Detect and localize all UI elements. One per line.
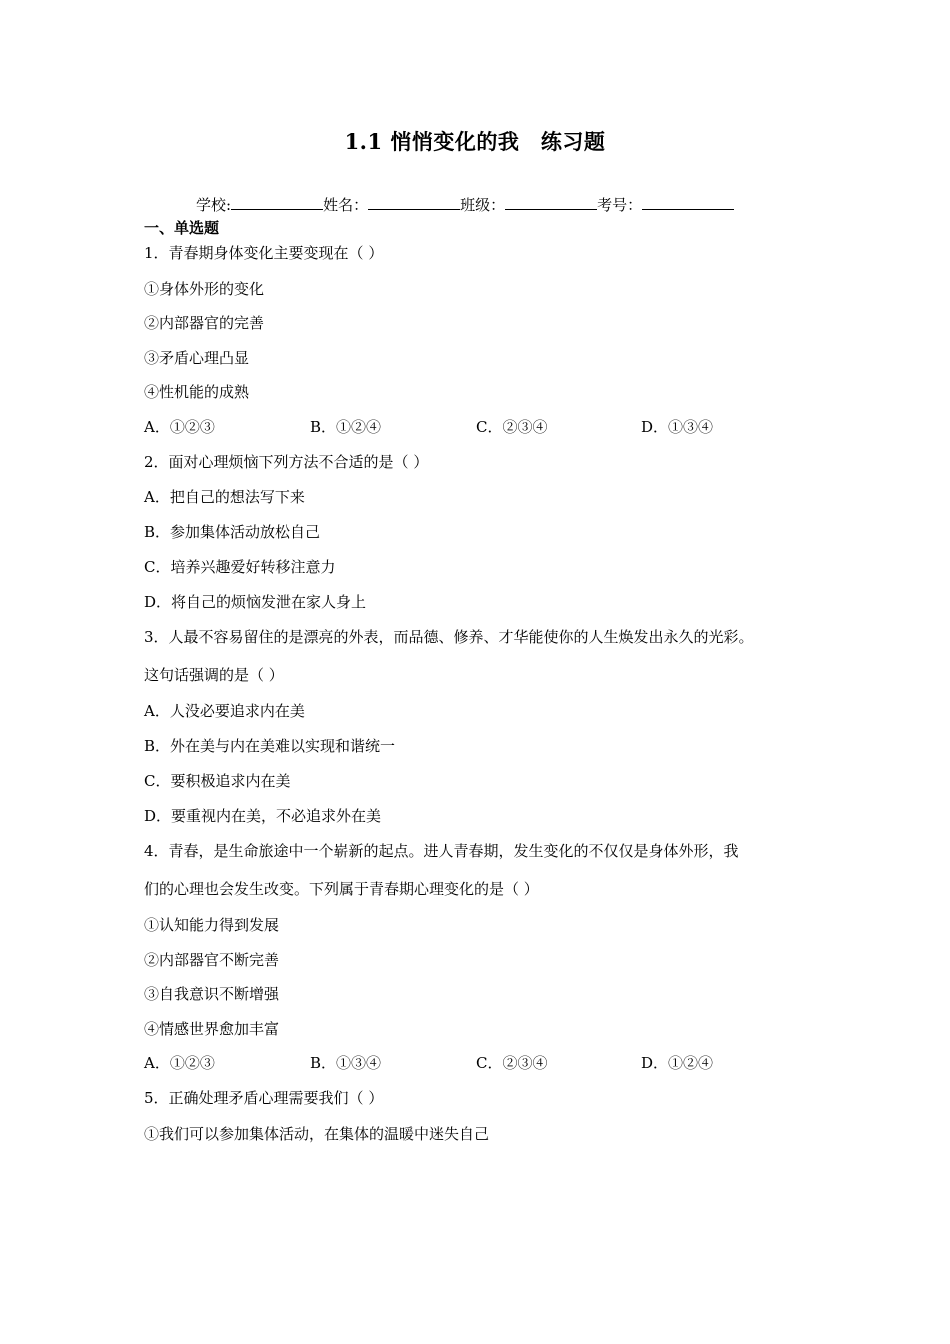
question-3-stem-line-2: 这句话强调的是（ ） bbox=[144, 666, 284, 684]
question-4-stem-line-1: 4．青春，是生命旅途中一个崭新的起点。进人青春期，发生变化的不仅仅是身体外形，我 bbox=[144, 842, 739, 860]
question-5-stem: 5．正确处理矛盾心理需要我们（ ） bbox=[144, 1089, 384, 1107]
student-info-line bbox=[196, 194, 734, 215]
question-3-option-b[interactable]: B．外在美与内在美难以实现和谐统一 bbox=[144, 737, 396, 755]
class-label: 班级： bbox=[460, 196, 506, 214]
page-title: 1.1 悄悄变化的我 练习题 bbox=[344, 129, 606, 154]
question-4-option-d[interactable]: D．①②④ bbox=[641, 1054, 714, 1072]
question-4-item: ④情感世界愈加丰富 bbox=[144, 1020, 280, 1038]
name-label: 姓名： bbox=[323, 196, 369, 214]
number-blank[interactable] bbox=[642, 195, 734, 210]
question-2-stem: 2．面对心理烦恼下列方法不合适的是（ ） bbox=[144, 453, 429, 471]
question-4-item: ③自我意识不断增强 bbox=[144, 985, 280, 1003]
question-2-option-c[interactable]: C．培养兴趣爱好转移注意力 bbox=[144, 558, 336, 576]
question-2-option-b[interactable]: B．参加集体活动放松自己 bbox=[144, 523, 321, 541]
question-1-item: ②内部器官的完善 bbox=[144, 314, 265, 332]
question-3-option-a[interactable]: A．人没必要追求内在美 bbox=[144, 702, 305, 720]
question-1-option-a[interactable]: A．①②③ bbox=[144, 418, 215, 436]
question-1-option-b[interactable]: B．①②④ bbox=[310, 418, 382, 436]
question-3-option-c[interactable]: C．要积极追求内在美 bbox=[144, 772, 291, 790]
school-label: 学校: bbox=[196, 196, 232, 214]
question-4-stem-line-2: 们的心理也会发生改变。下列属于青春期心理变化的是（ ） bbox=[144, 880, 539, 898]
question-1-item: ③矛盾心理凸显 bbox=[144, 349, 250, 367]
question-4-option-a[interactable]: A．①②③ bbox=[144, 1054, 215, 1072]
question-1-item: ④性机能的成熟 bbox=[144, 383, 250, 401]
question-5-item: ①我们可以参加集体活动，在集体的温暖中迷失自己 bbox=[144, 1125, 490, 1143]
question-2-option-a[interactable]: A．把自己的想法写下来 bbox=[144, 488, 305, 506]
question-4-option-b[interactable]: B．①③④ bbox=[310, 1054, 382, 1072]
question-4-item: ②内部器官不断完善 bbox=[144, 951, 280, 969]
question-3-option-d[interactable]: D．要重视内在美，不必追求外在美 bbox=[144, 807, 382, 825]
name-blank[interactable] bbox=[368, 195, 460, 210]
number-label: 考号： bbox=[597, 196, 643, 214]
section-heading: 一、单选题 bbox=[144, 219, 220, 237]
question-1-option-d[interactable]: D．①③④ bbox=[641, 418, 714, 436]
class-blank[interactable] bbox=[505, 195, 597, 210]
question-3-stem-line-1: 3．人最不容易留住的是漂亮的外表，而品德、修养、才华能使你的人生焕发出永久的光彩。 bbox=[144, 628, 754, 646]
question-1-stem: 1．青春期身体变化主要变现在（ ） bbox=[144, 244, 384, 262]
question-1-option-c[interactable]: C．②③④ bbox=[476, 418, 548, 436]
question-1-item: ①身体外形的变化 bbox=[144, 280, 265, 298]
school-blank[interactable] bbox=[231, 195, 323, 210]
question-4-item: ①认知能力得到发展 bbox=[144, 916, 280, 934]
question-2-option-d[interactable]: D．将自己的烦恼发泄在家人身上 bbox=[144, 593, 367, 611]
question-4-option-c[interactable]: C．②③④ bbox=[476, 1054, 548, 1072]
